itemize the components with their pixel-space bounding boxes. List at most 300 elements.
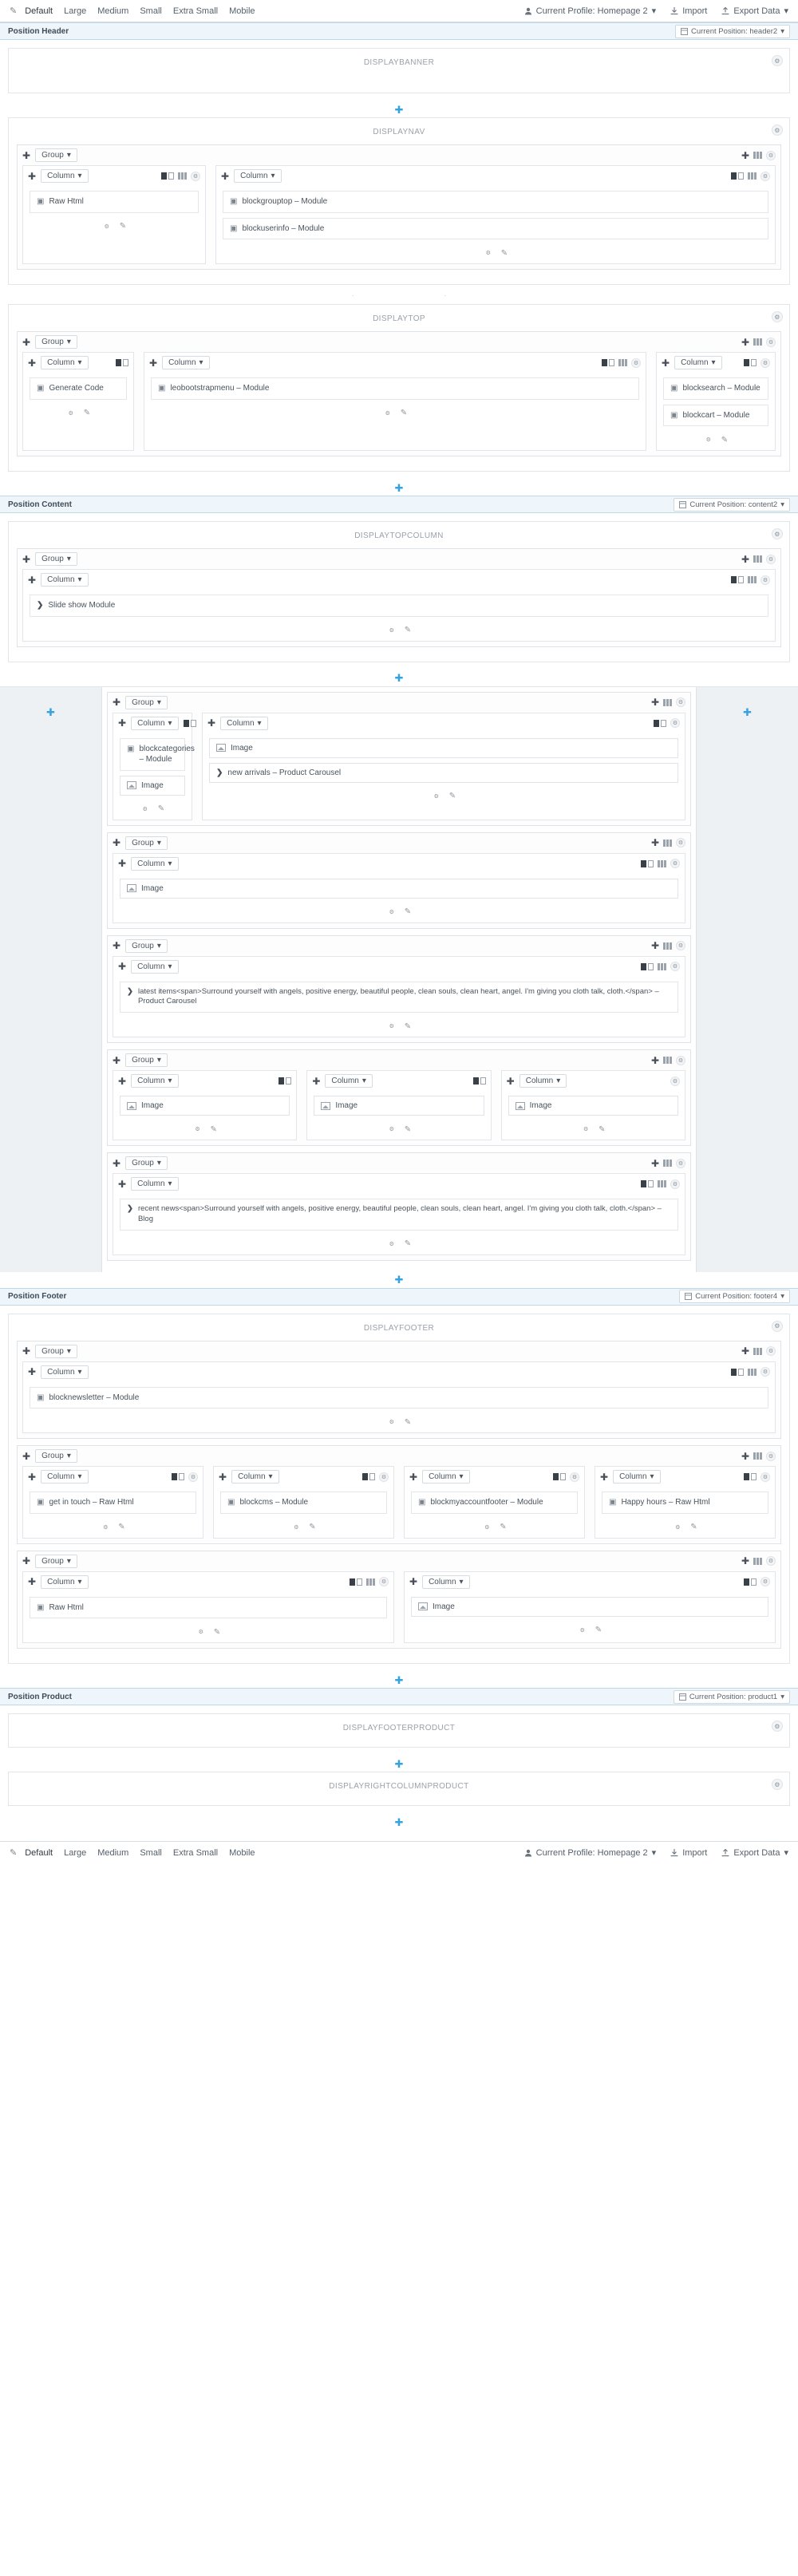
column-tools [362, 1472, 389, 1482]
plus-icon[interactable]: ✚ [22, 1450, 31, 1462]
section-divider-dots: · · [351, 291, 447, 299]
grid-icon[interactable] [753, 555, 762, 563]
current-profile-label: Current Profile: Homepage 2 [535, 1847, 648, 1858]
plus-icon[interactable]: ✚ [394, 672, 404, 684]
pencil-icon[interactable]: ✎ [83, 409, 91, 417]
module-blockcms[interactable] [220, 1491, 387, 1514]
group-bar [108, 1153, 690, 1173]
width-icon[interactable] [279, 1077, 291, 1085]
grid-icon[interactable] [178, 172, 187, 180]
module-icon: ▣ [127, 744, 135, 753]
grid-icon[interactable] [748, 576, 757, 583]
pencil-icon[interactable]: ✎ [213, 1627, 221, 1637]
column-tag[interactable]: Column ▾ [41, 356, 89, 369]
module-image[interactable] [120, 1096, 290, 1116]
gear-icon[interactable]: ⚙ [675, 1524, 681, 1531]
current-profile-button[interactable] [524, 1847, 657, 1858]
column-tag[interactable]: Column ▾ [220, 717, 268, 730]
plus-icon[interactable]: ✚ [22, 149, 31, 161]
add-icon[interactable]: ✚ [650, 837, 659, 848]
pencil-icon[interactable]: ✎ [404, 907, 412, 916]
group-tag[interactable]: Group ▾ [35, 552, 77, 566]
gear-icon[interactable]: ⚙ [103, 1524, 109, 1531]
module-blocksearch[interactable] [663, 377, 768, 400]
column-tag[interactable]: Column ▾ [422, 1575, 470, 1589]
module-blockgrouptop[interactable] [223, 191, 768, 213]
pencil-icon[interactable]: ✎ [500, 1523, 507, 1532]
plus-icon[interactable]: ✚ [28, 1366, 37, 1378]
pencil-icon[interactable]: ✎ [448, 792, 456, 800]
group-block [107, 935, 691, 1044]
plus-icon[interactable]: ✚ [219, 1471, 227, 1483]
section-body [9, 548, 789, 662]
device-large[interactable]: Large [64, 1847, 87, 1858]
pencil-icon[interactable]: ✎ [721, 435, 729, 444]
grid-icon[interactable] [753, 1348, 762, 1355]
width-icon[interactable] [744, 359, 757, 366]
column-tag[interactable]: Column ▾ [231, 1470, 279, 1484]
column-tag[interactable]: Column ▾ [41, 169, 89, 183]
import-button[interactable] [670, 1848, 707, 1858]
plus-icon[interactable]: ✚ [28, 1471, 37, 1483]
gear-icon[interactable]: ⚙ [670, 962, 680, 971]
width-icon[interactable] [116, 359, 128, 366]
position-footer-chip[interactable] [679, 1290, 790, 1303]
add-icon[interactable]: ✚ [741, 149, 749, 161]
add-section-end[interactable] [0, 1814, 798, 1830]
chevron-right-icon: ❯ [216, 768, 223, 777]
gear-icon[interactable]: ⚙ [389, 1024, 394, 1030]
pencil-icon[interactable]: ✎ [10, 6, 18, 16]
gear-icon[interactable]: ⚙ [389, 1241, 394, 1247]
add-icon[interactable]: ✚ [741, 1555, 749, 1567]
plus-icon[interactable]: ✚ [118, 717, 127, 729]
plus-icon[interactable]: ✚ [46, 705, 55, 718]
width-icon[interactable] [172, 1473, 184, 1480]
gear-icon[interactable]: ⚙ [670, 859, 680, 868]
grid-icon[interactable] [663, 1057, 672, 1064]
chevron-down-icon: ▾ [77, 575, 82, 584]
group-tag[interactable]: Group ▾ [125, 1053, 168, 1067]
plus-icon[interactable]: ✚ [118, 1075, 127, 1087]
gear-icon[interactable]: ⚙ [389, 909, 394, 915]
gear-icon[interactable]: ⚙ [142, 806, 148, 812]
chevron-down-icon: ▾ [77, 1472, 82, 1482]
add-section-after-footer[interactable] [0, 1672, 798, 1688]
plus-icon[interactable]: ✚ [149, 357, 158, 369]
pencil-icon[interactable]: ✎ [595, 1626, 602, 1635]
grid-icon[interactable] [658, 1180, 666, 1187]
column-tag[interactable]: Column ▾ [41, 1575, 89, 1589]
pencil-icon[interactable]: ✎ [309, 1523, 316, 1532]
gear-icon[interactable]: ⚙ [631, 358, 641, 368]
plus-icon[interactable]: ✚ [113, 940, 121, 951]
module-new-arrivals[interactable] [209, 763, 678, 783]
pencil-icon[interactable]: ✎ [690, 1523, 697, 1532]
chevron-down-icon: ▾ [459, 1577, 464, 1586]
add-icon[interactable]: ✚ [741, 1450, 749, 1462]
grid-icon[interactable] [663, 942, 672, 950]
add-icon[interactable]: ✚ [650, 1157, 659, 1169]
module-blockmyaccountfooter[interactable] [411, 1491, 578, 1514]
plus-icon[interactable]: ✚ [113, 697, 121, 708]
device-mobile[interactable]: Mobile [229, 1847, 255, 1858]
module-image[interactable] [314, 1096, 484, 1116]
plus-icon[interactable]: ✚ [409, 1576, 418, 1588]
width-icon[interactable] [731, 576, 744, 583]
module-blocknewsletter[interactable] [30, 1387, 768, 1409]
plus-icon[interactable]: ✚ [28, 170, 37, 182]
column-tag[interactable]: Column ▾ [131, 717, 179, 730]
column-tools [670, 1077, 680, 1086]
device-small[interactable]: Small [140, 6, 162, 16]
plus-icon[interactable]: ✚ [312, 1075, 321, 1087]
module-image[interactable] [120, 776, 185, 796]
current-profile-button[interactable] [524, 6, 657, 16]
gear-icon[interactable]: ⚙ [389, 627, 394, 634]
module-label: recent news<span>Surround yourself with angels, positive energy, beautiful people, clean souls, clean heart, angel. I'm giving you cloth talk, cloth.</span> – Blog [137, 1204, 662, 1223]
pencil-icon[interactable]: ✎ [118, 1523, 125, 1532]
gear-icon[interactable]: ⚙ [676, 941, 685, 950]
plus-icon[interactable]: ✚ [28, 1576, 37, 1588]
module-get-in-touch[interactable] [30, 1491, 196, 1514]
plus-icon[interactable]: ✚ [22, 1345, 31, 1357]
width-icon[interactable] [731, 1369, 744, 1376]
group-tag[interactable]: Group ▾ [35, 335, 77, 349]
plus-icon[interactable]: ✚ [394, 103, 404, 116]
module-icon: ▣ [37, 1393, 45, 1402]
add-icon[interactable]: ✚ [741, 1345, 749, 1357]
gear-icon[interactable]: ⚙ [294, 1524, 299, 1531]
module-slideshow[interactable] [30, 595, 768, 617]
gear-icon[interactable]: ⚙ [772, 124, 783, 136]
grid-icon[interactable] [366, 1578, 375, 1586]
grid-icon[interactable] [663, 840, 672, 847]
pencil-icon[interactable]: ✎ [404, 1021, 412, 1031]
export-data-button[interactable] [721, 6, 788, 16]
gear-icon[interactable]: ⚙ [766, 555, 776, 564]
device-medium[interactable]: Medium [97, 1847, 129, 1858]
column-footer-tools [595, 1519, 775, 1538]
add-section-after-top[interactable] [0, 480, 798, 496]
plus-icon[interactable]: ✚ [600, 1471, 609, 1483]
pencil-icon[interactable]: ✎ [404, 1417, 412, 1427]
plus-icon[interactable]: ✚ [22, 336, 31, 348]
pencil-icon[interactable]: ✎ [157, 804, 165, 813]
width-icon[interactable] [641, 963, 654, 970]
gear-icon[interactable]: ⚙ [385, 410, 390, 417]
column-tag[interactable]: Column ▾ [41, 1470, 89, 1484]
module-recent-news[interactable] [120, 1199, 678, 1231]
column-tag[interactable]: Column ▾ [41, 573, 89, 587]
gear-icon[interactable]: ⚙ [583, 1127, 589, 1133]
grid-icon[interactable] [753, 1558, 762, 1565]
gear-icon[interactable]: ⚙ [766, 1556, 776, 1566]
column-footer-tools [657, 431, 775, 450]
module-leobootstrapmenu[interactable] [151, 377, 639, 400]
grid-icon[interactable] [658, 963, 666, 970]
group-tag[interactable]: Group ▾ [35, 1345, 77, 1358]
width-icon[interactable] [602, 359, 614, 366]
plus-icon[interactable]: ✚ [22, 1555, 31, 1567]
gear-icon[interactable]: ⚙ [379, 1577, 389, 1586]
column-tag[interactable]: Column ▾ [131, 857, 179, 871]
pencil-icon[interactable]: ✎ [404, 626, 412, 634]
device-default[interactable]: Default [25, 1847, 53, 1858]
plus-icon[interactable]: ✚ [113, 1054, 121, 1066]
position-content-label: Position Content [8, 500, 72, 509]
chevron-down-icon: ▾ [168, 859, 172, 868]
width-icon[interactable] [473, 1077, 486, 1085]
plus-icon[interactable]: ✚ [394, 1673, 404, 1686]
import-button[interactable] [670, 6, 707, 16]
gear-icon[interactable]: ⚙ [485, 251, 491, 256]
module-latest-items[interactable] [120, 982, 678, 1013]
module-blockcart[interactable] [663, 405, 768, 427]
gear-icon[interactable]: ⚙ [188, 1472, 198, 1482]
pencil-icon[interactable]: ✎ [404, 1239, 412, 1249]
gear-icon[interactable]: ⚙ [766, 1346, 776, 1356]
plus-icon[interactable]: ✚ [506, 1075, 515, 1087]
column-tools [641, 1179, 680, 1189]
plus-icon[interactable]: ✚ [743, 705, 752, 718]
pencil-icon[interactable]: ✎ [400, 409, 408, 417]
columns-row [18, 165, 780, 269]
plus-icon[interactable]: ✚ [394, 1757, 404, 1770]
grid-icon[interactable] [753, 152, 762, 159]
width-icon[interactable] [744, 1473, 757, 1480]
plus-icon[interactable]: ✚ [207, 717, 216, 729]
width-icon[interactable] [641, 1180, 654, 1187]
column-tag[interactable]: Column ▾ [41, 1365, 89, 1379]
gear-icon[interactable]: ⚙ [676, 1159, 685, 1168]
gear-icon[interactable]: ⚙ [570, 1472, 579, 1482]
group-tools [741, 1452, 776, 1461]
column-bar [23, 1467, 203, 1487]
width-icon[interactable] [744, 1578, 757, 1586]
gear-icon[interactable]: ⚙ [670, 718, 680, 728]
gear-icon[interactable]: ⚙ [760, 358, 770, 368]
device-large[interactable]: Large [64, 6, 87, 16]
device-extra-small[interactable]: Extra Small [172, 1847, 219, 1858]
gear-icon[interactable]: ⚙ [676, 838, 685, 847]
grid-icon[interactable] [658, 860, 666, 867]
displaytop-title: DISPLAYTOP [373, 314, 425, 323]
top-toolbar [0, 0, 798, 22]
device-mobile[interactable]: Mobile [229, 6, 255, 16]
add-icon[interactable]: ✚ [741, 553, 749, 565]
pencil-icon[interactable]: ✎ [210, 1124, 217, 1134]
plus-icon[interactable]: ✚ [118, 961, 127, 972]
module-raw-html[interactable] [30, 191, 199, 213]
plus-icon[interactable]: ✚ [28, 357, 37, 369]
column-tag[interactable]: Column ▾ [325, 1074, 373, 1088]
gear-icon[interactable]: ⚙ [766, 338, 776, 347]
plus-icon[interactable]: ✚ [394, 1274, 404, 1286]
module-label: blockuserinfo – Module [242, 223, 325, 233]
grid-icon[interactable] [748, 172, 757, 180]
gear-icon[interactable]: ⚙ [772, 311, 783, 322]
column-tag[interactable]: Column ▾ [131, 1177, 179, 1191]
position-header-chip[interactable] [675, 25, 790, 38]
add-section-after-footerproduct[interactable] [0, 1756, 798, 1772]
gear-icon[interactable]: ⚙ [766, 151, 776, 160]
column-footer-tools [203, 788, 685, 807]
gear-icon[interactable]: ⚙ [389, 1420, 394, 1426]
module-image[interactable] [411, 1597, 768, 1617]
gear-icon[interactable]: ⚙ [433, 793, 439, 800]
module-image[interactable] [120, 879, 678, 899]
add-section-after-topcolumn[interactable] [0, 670, 798, 686]
module-label: blocknewsletter – Module [49, 1393, 140, 1402]
layout-icon [685, 1293, 692, 1300]
column-bar [113, 713, 192, 733]
add-section-after-content[interactable] [0, 1272, 798, 1288]
gear-icon[interactable]: ⚙ [772, 1779, 783, 1790]
width-icon[interactable] [362, 1473, 375, 1480]
plus-icon[interactable]: ✚ [113, 1157, 121, 1169]
grid-icon[interactable] [748, 1369, 757, 1376]
grid-icon[interactable] [618, 359, 627, 366]
gear-icon[interactable]: ⚙ [760, 1367, 770, 1377]
gear-icon[interactable]: ⚙ [766, 1452, 776, 1461]
gear-icon[interactable]: ⚙ [191, 172, 200, 181]
chevron-down-icon: ▾ [156, 838, 161, 847]
width-icon[interactable] [553, 1473, 566, 1480]
device-extra-small[interactable]: Extra Small [172, 6, 219, 16]
column-tag[interactable]: Column ▾ [131, 960, 179, 974]
gear-icon[interactable]: ⚙ [68, 410, 73, 417]
group-tag[interactable]: Group ▾ [125, 939, 168, 953]
add-icon[interactable]: ✚ [650, 697, 659, 708]
pencil-icon[interactable]: ✎ [598, 1124, 606, 1134]
plus-icon[interactable]: ✚ [28, 574, 37, 586]
device-default[interactable]: Default [25, 6, 53, 16]
module-raw-html[interactable] [30, 1597, 387, 1619]
group-tag[interactable]: Group ▾ [125, 1156, 168, 1170]
module-blockcategories[interactable] [120, 738, 195, 771]
module-blockuserinfo[interactable] [223, 218, 768, 240]
device-selector-bottom [25, 1848, 255, 1858]
gear-icon[interactable]: ⚙ [760, 1472, 770, 1482]
plus-icon[interactable]: ✚ [662, 357, 670, 369]
gear-icon[interactable]: ⚙ [670, 1077, 680, 1086]
module-happy-hours[interactable] [602, 1491, 768, 1514]
plus-icon[interactable]: ✚ [118, 858, 127, 869]
module-image[interactable] [209, 738, 678, 758]
width-icon[interactable] [641, 860, 654, 867]
column-tag[interactable]: Column ▾ [674, 356, 722, 369]
gear-icon[interactable]: ⚙ [760, 172, 770, 181]
gear-icon[interactable]: ⚙ [760, 575, 770, 585]
gear-icon[interactable]: ⚙ [670, 1179, 680, 1189]
group-tag[interactable]: Group ▾ [125, 836, 168, 850]
gear-icon[interactable]: ⚙ [772, 1321, 783, 1332]
column-tag[interactable]: Column ▾ [234, 169, 282, 183]
column-tag[interactable]: Column ▾ [613, 1470, 661, 1484]
gear-icon[interactable]: ⚙ [676, 697, 685, 707]
grid-icon[interactable] [753, 338, 762, 346]
module-generate-code[interactable] [30, 377, 127, 400]
width-icon[interactable] [654, 720, 666, 727]
width-icon[interactable] [350, 1578, 362, 1586]
column-bar [214, 1467, 393, 1487]
position-content-chip[interactable] [674, 498, 790, 512]
device-medium[interactable]: Medium [97, 6, 129, 16]
plus-icon[interactable]: ✚ [113, 837, 121, 848]
gear-icon[interactable]: ⚙ [760, 1577, 770, 1586]
module-image[interactable] [508, 1096, 678, 1116]
pencil-icon[interactable]: ✎ [500, 248, 508, 258]
plus-icon[interactable]: ✚ [22, 553, 31, 565]
module-icon: ▣ [670, 410, 678, 420]
column-tag[interactable]: Column ▾ [422, 1470, 470, 1484]
add-icon[interactable]: ✚ [650, 940, 659, 951]
position-product-chip[interactable] [674, 1690, 790, 1704]
gear-icon[interactable]: ⚙ [389, 1127, 394, 1133]
add-icon[interactable]: ✚ [650, 1054, 659, 1066]
device-small[interactable]: Small [140, 1847, 162, 1858]
gear-icon[interactable]: ⚙ [579, 1627, 585, 1634]
export-data-button[interactable] [721, 1847, 788, 1858]
plus-icon[interactable]: ✚ [394, 481, 404, 494]
group-tools [651, 697, 685, 707]
column-bar [307, 1071, 490, 1091]
group-tag[interactable]: Group ▾ [35, 1449, 77, 1463]
gear-icon[interactable]: ⚙ [772, 55, 783, 66]
module-label: Raw Html [49, 1602, 84, 1612]
grid-icon[interactable] [663, 1160, 672, 1167]
add-icon[interactable]: ✚ [741, 336, 749, 348]
width-icon[interactable] [731, 172, 744, 180]
chevron-down-icon: ▾ [168, 1077, 172, 1086]
gear-icon[interactable]: ⚙ [705, 437, 711, 443]
pencil-icon[interactable]: ✎ [10, 1848, 18, 1859]
gear-icon[interactable]: ⚙ [104, 223, 109, 230]
gear-icon[interactable]: ⚙ [484, 1524, 490, 1531]
column-tag[interactable]: Column ▾ [162, 356, 210, 369]
column-tag[interactable]: Column ▾ [519, 1074, 567, 1088]
user-icon [524, 7, 532, 15]
column-footer-tools [113, 903, 685, 923]
column-tools [473, 1077, 486, 1085]
gear-icon[interactable]: ⚙ [676, 1056, 685, 1065]
group-tag[interactable]: Group ▾ [35, 1555, 77, 1568]
plus-icon[interactable]: ✚ [118, 1178, 127, 1190]
pencil-icon[interactable]: ✎ [119, 222, 127, 231]
position-footer-band [0, 1288, 798, 1306]
chevron-down-icon: ▾ [168, 962, 172, 971]
grid-icon[interactable] [663, 699, 672, 706]
add-section-after-banner[interactable] [0, 101, 798, 117]
gear-icon[interactable]: ⚙ [772, 528, 783, 539]
group-tag[interactable]: Group ▾ [35, 148, 77, 162]
pencil-icon[interactable]: ✎ [404, 1124, 412, 1134]
group-tag[interactable]: Group ▾ [125, 696, 168, 709]
width-icon[interactable] [184, 720, 196, 727]
gear-icon[interactable]: ⚙ [198, 1630, 203, 1636]
column-tag[interactable]: Column ▾ [131, 1074, 179, 1088]
gear-icon[interactable]: ⚙ [195, 1127, 200, 1133]
gear-icon[interactable]: ⚙ [379, 1472, 389, 1482]
plus-icon[interactable]: ✚ [409, 1471, 418, 1483]
gear-icon[interactable]: ⚙ [772, 1721, 783, 1732]
plus-icon[interactable]: ✚ [221, 170, 230, 182]
width-icon[interactable] [161, 172, 174, 180]
chevron-down-icon: ▾ [780, 26, 784, 36]
grid-icon[interactable] [753, 1452, 762, 1460]
plus-icon[interactable]: ✚ [394, 1815, 404, 1828]
